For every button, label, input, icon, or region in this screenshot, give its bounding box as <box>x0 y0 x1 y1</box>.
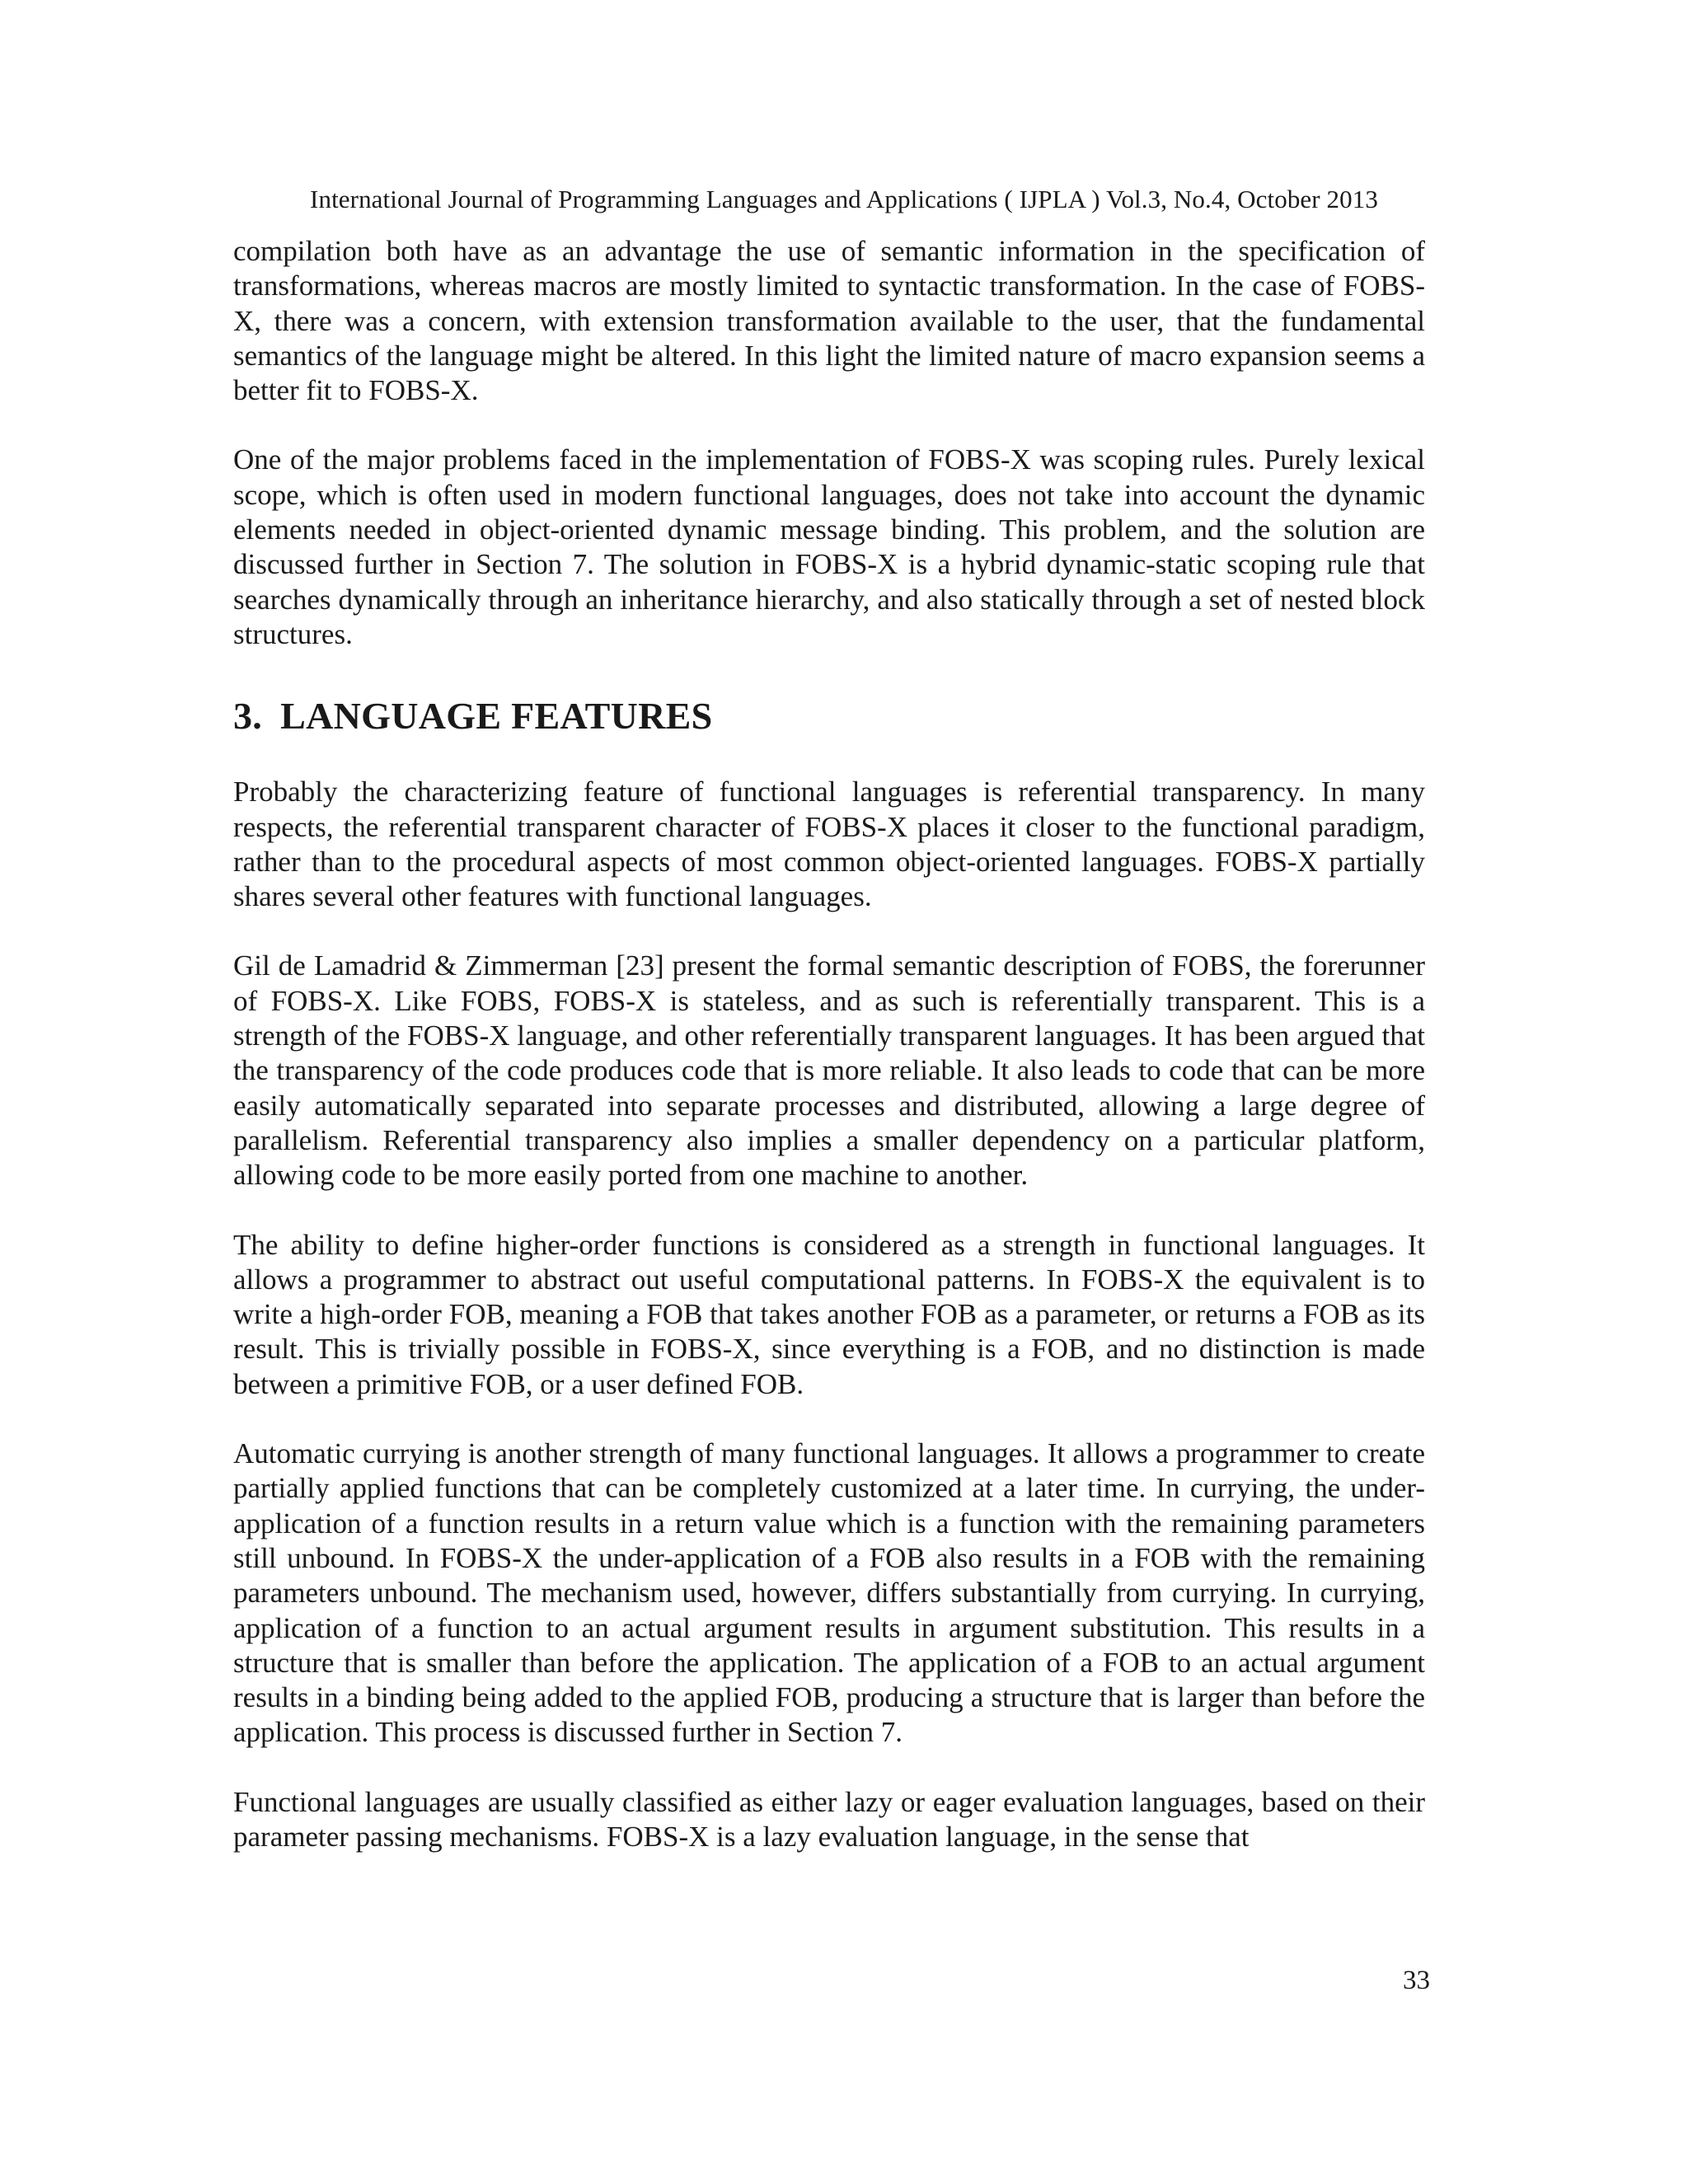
section-title: LANGUAGE FEATURES <box>280 695 713 738</box>
page-body <box>233 234 1425 1854</box>
paragraph-gap <box>233 408 1425 443</box>
paragraph-referential-transparency: Probably the characterizing feature of functional languages is referential transparency. In many respects, the referential transparent character of FOBS-X places it closer to the functional paradigm, rather than to the procedural aspects of most common object-oriented languages. FOBS-X partially shares several other features with functional languages. <box>233 776 1425 913</box>
paragraph-macro-expansion: compilation both have as an advantage the use of semantic information in the specification of transformations, whereas macros are mostly limited to syntactic transformation. In the case of FOBS-X, there was a concern, with extension transformation available to the user, that the fundamental semantics of the language might be altered. In this light the limited nature of macro expansion seems a better fit to FOBS-X. <box>233 235 1425 407</box>
paragraph-gap <box>233 914 1425 949</box>
paragraph-formal-semantics: Gil de Lamadrid & Zimmerman [23] present the formal semantic description of FOBS, the forerunner of FOBS-X. Like FOBS, FOBS-X is stateless, and as such is referentially transparent. This is a strength of the FOBS-X language, and other referentially transparent languages. It has been argued that the transparency of the code produces code that is more reliable. It also leads to code that can be more easily automatically separated into separate processes and distributed, allowing a large degree of parallelism. Referential transparency also implies a smaller dependency on a particular platform, allowing code to be more easily ported from one machine to another. <box>233 949 1425 1192</box>
heading-gap <box>233 739 1425 775</box>
paragraph-higher-order-functions: The ability to define higher-order functions is considered as a strength in functional languages. It allows a programmer to abstract out useful computational patterns. In FOBS-X the equivalent is to write a high-order FOB, meaning a FOB that takes another FOB as a parameter, or returns a FOB as its result. This is trivially possible in FOBS-X, since everything is a FOB, and no distinction is made between a primitive FOB, or a user defined FOB. <box>233 1228 1425 1400</box>
paragraph-automatic-currying: Automatic currying is another strength of many functional languages. It allows a programmer to create partially applied functions that can be completely customized at a later time. In currying, the under-application of a function results in a return value which is a function with the remaining parameters still unbound. In FOBS-X the under-application of a FOB also results in a FOB with the remaining parameters unbound. The mechanism used, however, differs substantially from currying. In currying, application of a function to an actual argument results in argument substitution. This results in a structure that is smaller than before the application. The application of a FOB to an actual argument results in a binding being added to the applied FOB, producing a structure that is larger than before the application. This process is discussed further in Section 7. <box>233 1437 1425 1749</box>
paragraph-gap <box>233 1750 1425 1785</box>
paragraph-scoping-rules: One of the major problems faced in the implementation of FOBS-X was scoping rules. Purely lexical scope, which is often used in modern functional languages, does not take into account the dynamic elements needed in object-oriented dynamic message binding. This problem, and the solution are discussed further in Section 7. The solution in FOBS-X is a hybrid dynamic-static scoping rule that searches dynamically through an inheritance hierarchy, and also statically through a set of nested block structures. <box>233 443 1425 650</box>
paragraph-lazy-evaluation: Functional languages are usually classified as either lazy or eager evaluation languages, based on their parameter passing mechanisms. FOBS-X is a lazy evaluation language, in the sense that <box>233 1785 1425 1853</box>
section-heading <box>233 693 1425 739</box>
page-number: 33 <box>1403 1966 1430 1995</box>
running-header: International Journal of Programming Languages and Applications ( IJPLA ) Vol.3, No.4, October 2013 <box>310 185 1378 213</box>
section-number: 3. <box>233 695 263 738</box>
paragraph-gap <box>233 1402 1425 1436</box>
heading-gap <box>233 652 1425 693</box>
paragraph-gap <box>233 1193 1425 1228</box>
